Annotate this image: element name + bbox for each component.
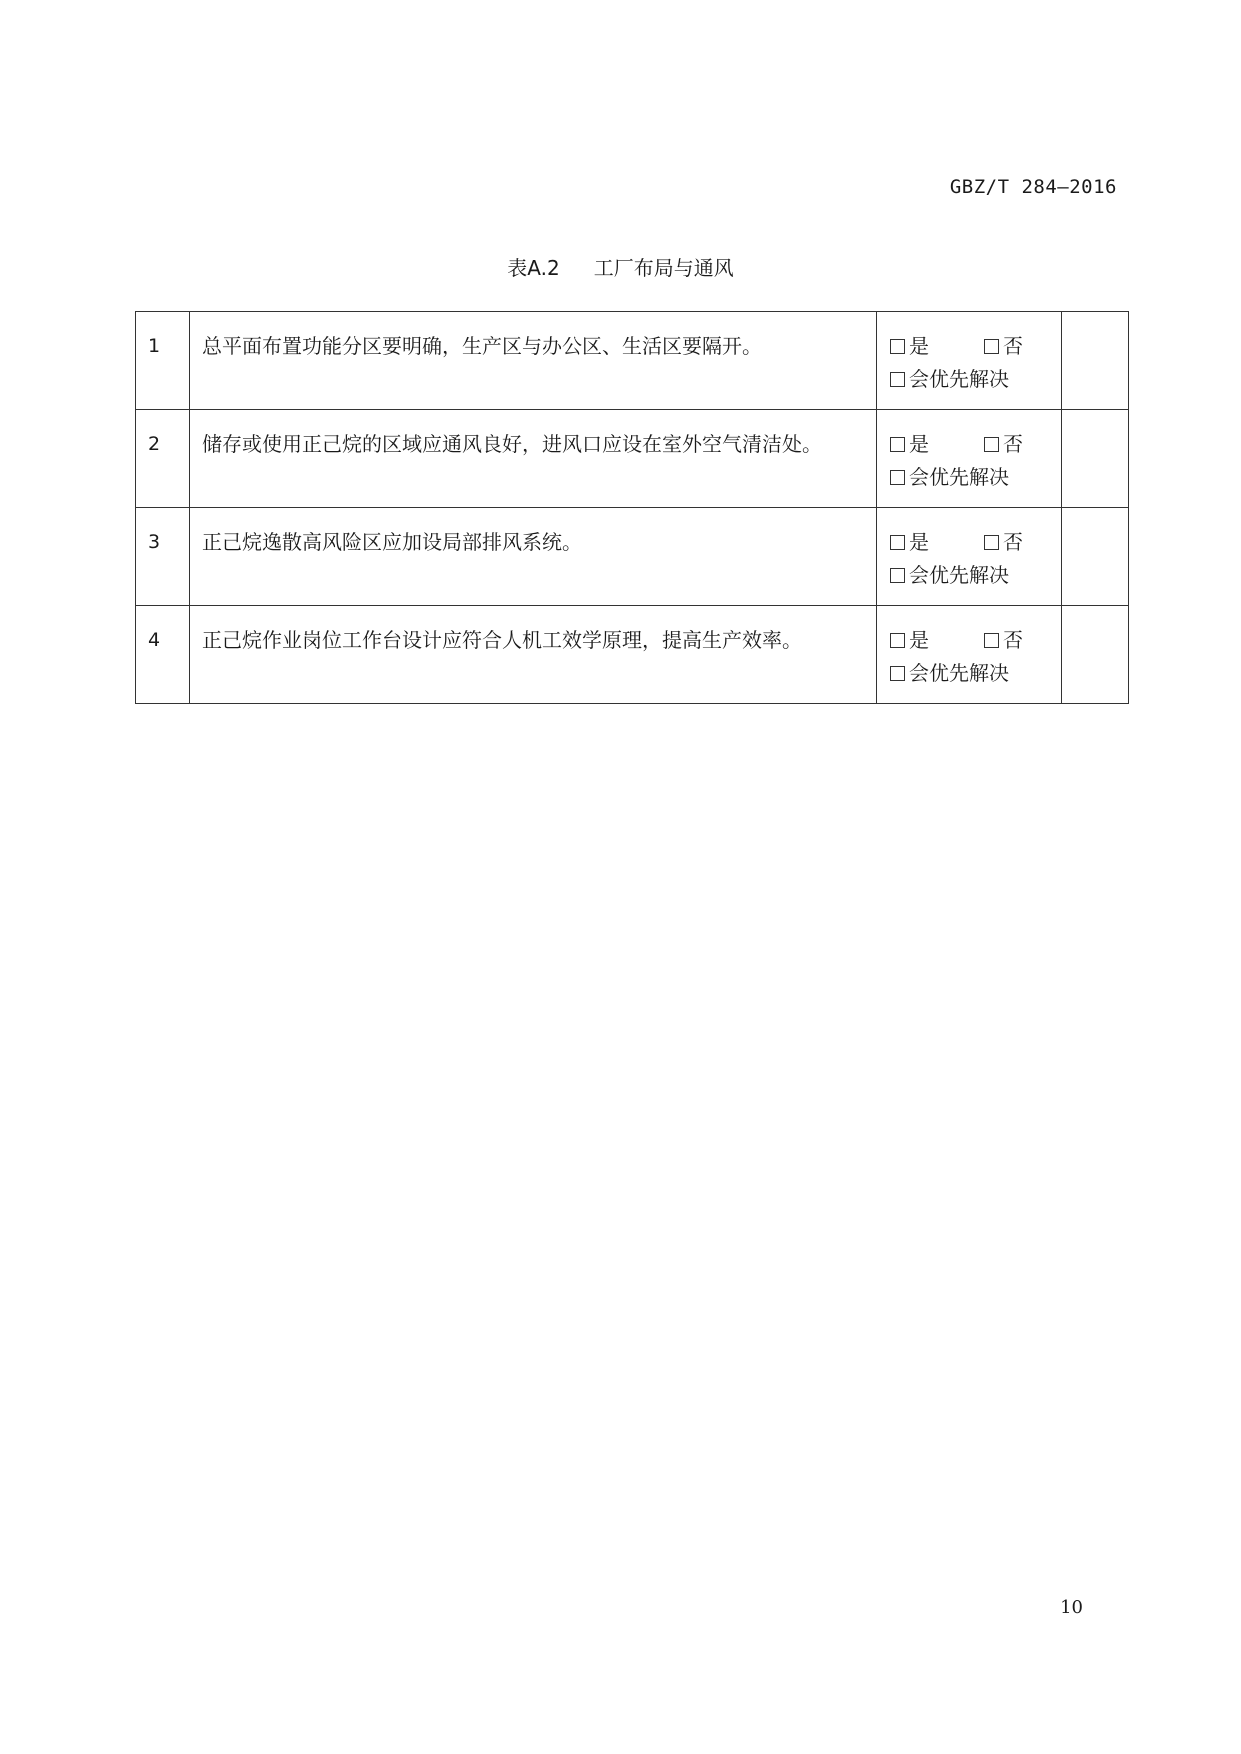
check-item-cell [190,508,877,606]
page-number: 10 [1060,1597,1083,1618]
row-number-cell [136,508,190,606]
row-number-cell [136,410,190,508]
remarks-cell [1062,606,1129,704]
table-row [136,410,1129,508]
checkbox-icon[interactable] [890,633,905,648]
option-no-label: 否 [1003,334,1023,358]
check-item-cell [190,312,877,410]
option-no[interactable] [984,624,1023,657]
option-yes-label: 是 [909,628,929,652]
option-priority[interactable] [890,461,1009,494]
option-priority-label: 会优先解决 [909,367,1009,391]
row-number: 1 [148,335,161,357]
remarks-cell [1062,312,1129,410]
option-priority[interactable] [890,363,1009,396]
option-priority[interactable] [890,559,1009,592]
option-no[interactable] [984,526,1023,559]
checkbox-icon[interactable] [984,339,999,354]
checkbox-icon[interactable] [890,437,905,452]
row-number: 2 [148,433,161,455]
document-code: GBZ/T 284—2016 [949,176,1117,198]
checkbox-icon[interactable] [984,535,999,550]
option-priority-label: 会优先解决 [909,661,1009,685]
checkbox-icon[interactable] [984,633,999,648]
check-item-cell [190,606,877,704]
option-yes[interactable] [890,330,984,363]
table-row [136,508,1129,606]
option-priority[interactable] [890,657,1009,690]
answer-options-cell [877,410,1062,508]
checklist-table [135,311,1129,704]
check-item-text: 总平面布置功能分区要明确，生产区与办公区、生活区要隔开。 [202,334,762,358]
option-no[interactable] [984,428,1023,461]
table-caption-title: 工厂布局与通风 [593,256,734,280]
option-priority-label: 会优先解决 [909,563,1009,587]
option-yes[interactable] [890,526,984,559]
checkbox-icon[interactable] [890,535,905,550]
checkbox-icon[interactable] [890,568,905,583]
answer-options-cell [877,508,1062,606]
option-yes-label: 是 [909,530,929,554]
checkbox-icon[interactable] [890,666,905,681]
checkbox-icon[interactable] [984,437,999,452]
option-no-label: 否 [1003,628,1023,652]
option-priority-label: 会优先解决 [909,465,1009,489]
table-row [136,312,1129,410]
row-number-cell [136,606,190,704]
table-caption-number: 表A.2 [507,256,560,280]
remarks-cell [1062,410,1129,508]
check-item-text: 正己烷作业岗位工作台设计应符合人机工效学原理，提高生产效率。 [202,628,802,652]
option-yes[interactable] [890,428,984,461]
option-no-label: 否 [1003,530,1023,554]
checkbox-icon[interactable] [890,339,905,354]
remarks-cell [1062,508,1129,606]
option-yes[interactable] [890,624,984,657]
table-row [136,606,1129,704]
row-number: 4 [148,629,161,651]
answer-options-cell [877,312,1062,410]
option-no[interactable] [984,330,1023,363]
option-no-label: 否 [1003,432,1023,456]
check-item-cell [190,410,877,508]
table-caption [0,252,1241,281]
option-yes-label: 是 [909,334,929,358]
answer-options-cell [877,606,1062,704]
row-number-cell [136,312,190,410]
option-yes-label: 是 [909,432,929,456]
check-item-text: 储存或使用正己烷的区域应通风良好，进风口应设在室外空气清洁处。 [202,432,822,456]
checkbox-icon[interactable] [890,470,905,485]
checkbox-icon[interactable] [890,372,905,387]
row-number: 3 [148,531,161,553]
check-item-text: 正己烷逸散高风险区应加设局部排风系统。 [202,530,582,554]
